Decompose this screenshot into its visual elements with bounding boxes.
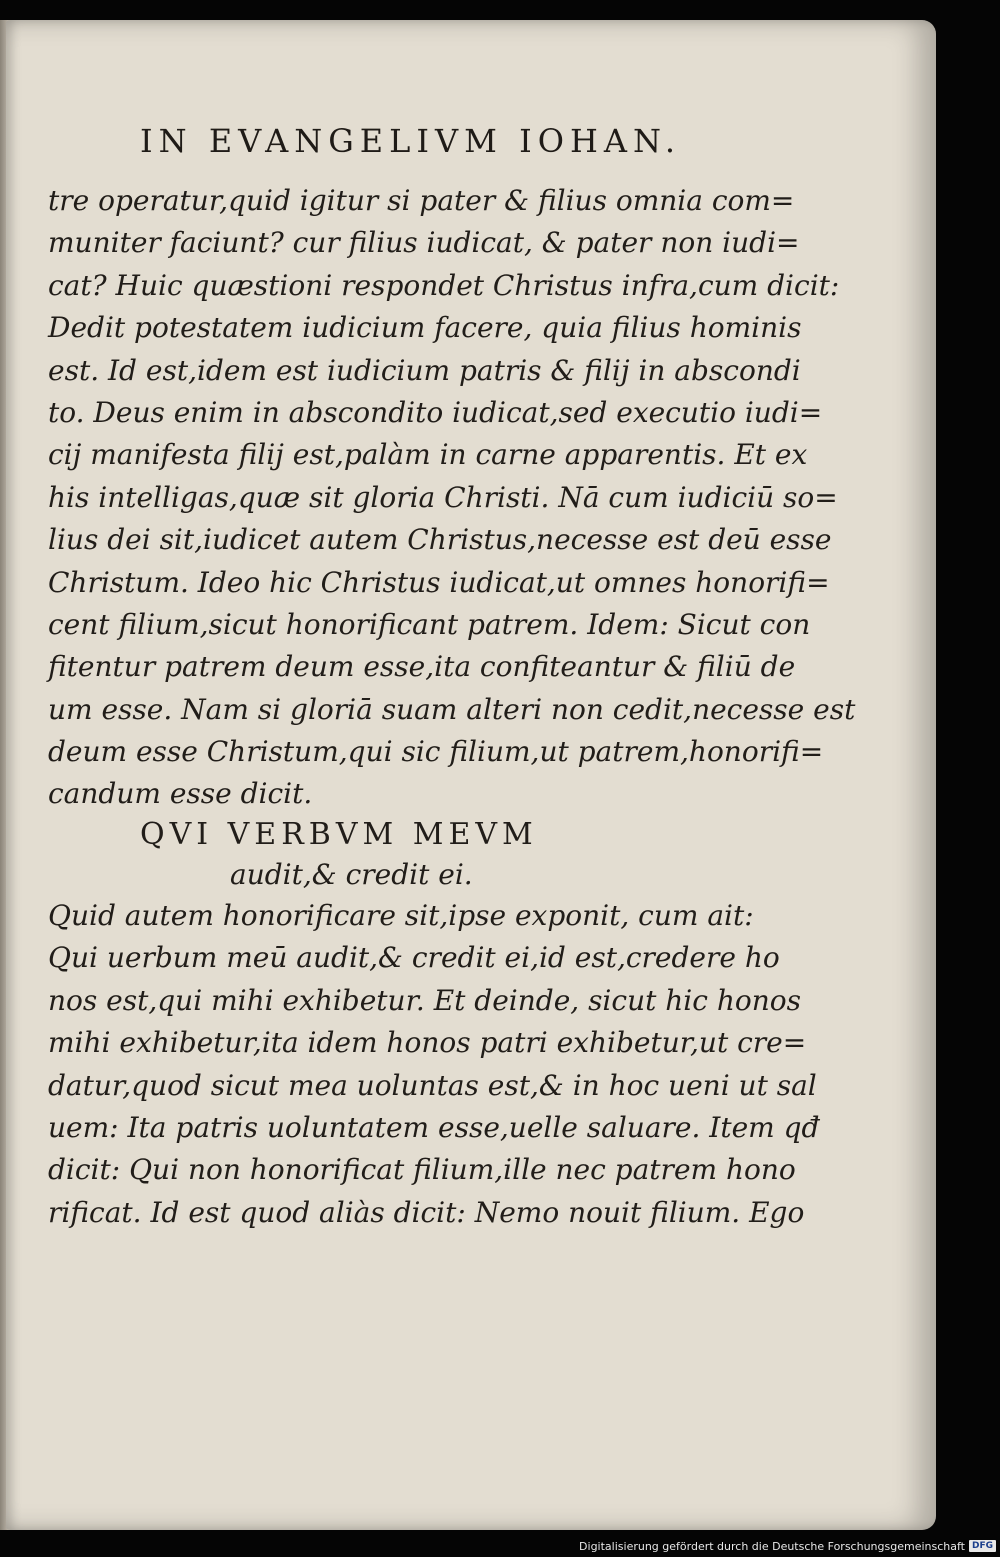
text-line: rificat. Id est quod aliàs dicit: Nemo nouit filium. Ego xyxy=(48,1195,805,1229)
text-line: uem: Ita patris uoluntatem esse,uelle saluare. Item qđ xyxy=(48,1110,820,1144)
text-line: lius dei sit,iudicet autem Christus,necesse est deū esse xyxy=(48,523,832,557)
text-line: Qui uerbum meū audit,& credit ei,id est,credere ho xyxy=(48,941,780,975)
text-line: Christum. Ideo hic Christus iudicat,ut omnes honorifi= xyxy=(48,565,830,599)
text-line: nos est,qui mihi exhibetur. Et deinde, sicut hic honos xyxy=(48,983,801,1017)
paragraph-1 xyxy=(48,180,856,816)
funding-footer xyxy=(579,1538,996,1554)
dfg-logo: DFG xyxy=(969,1540,996,1552)
text-line: tre operatur,quid igitur si pater & filius omnia com= xyxy=(48,184,795,217)
text-line: cat? Huic quæstioni respondet Christus infra,cum dicit: xyxy=(48,268,840,302)
text-line: um esse. Nam si gloriā suam alteri non cedit,necesse est xyxy=(48,692,856,726)
section-heading xyxy=(140,815,700,895)
text-line: Dedit potestatem iudicium facere, quia filius hominis xyxy=(48,311,802,345)
text-line: fitentur patrem deum esse,ita confiteantur & filiū de xyxy=(48,650,796,684)
text-line: candum esse dicit. xyxy=(48,777,313,811)
text-line: datur,quod sicut mea uoluntas est,& in hoc ueni ut sal xyxy=(48,1068,817,1102)
text-line: his intelligas,quæ sit gloria Christi. Nā cum iudiciū so= xyxy=(48,480,838,514)
funding-text: Digitalisierung gefördert durch die Deutsche Forschungsgemeinschaft xyxy=(579,1539,965,1553)
text-line: muniter faciunt? cur filius iudicat, & pater non iudi= xyxy=(48,226,800,260)
text-line: Quid autem honorificare sit,ipse exponit, cum ait: xyxy=(48,899,754,932)
text-line: to. Deus enim in abscondito iudicat,sed executio iudi= xyxy=(48,395,823,429)
text-line: mihi exhibetur,ita idem honos patri exhibetur,ut cre= xyxy=(48,1026,807,1060)
text-line: dicit: Qui non honorificat filium,ille nec patrem hono xyxy=(48,1153,796,1187)
text-line: cent filium,sicut honorificant patrem. Idem: Sicut con xyxy=(48,607,811,641)
text-line: cij manifesta filij est,palàm in carne apparentis. Et ex xyxy=(48,438,808,472)
text-line: deum esse Christum,qui sic filium,ut patrem,honorifi= xyxy=(48,735,824,769)
running-head: IN EVANGELIVM IOHAN. xyxy=(140,122,682,160)
heading-line-1: QVI VERBVM MEVM xyxy=(140,817,538,852)
text-line: est. Id est,idem est iudicium patris & filij in abscondi xyxy=(48,353,801,387)
heading-line-2: audit,& credit ei. xyxy=(230,858,473,891)
paragraph-2 xyxy=(48,895,820,1234)
